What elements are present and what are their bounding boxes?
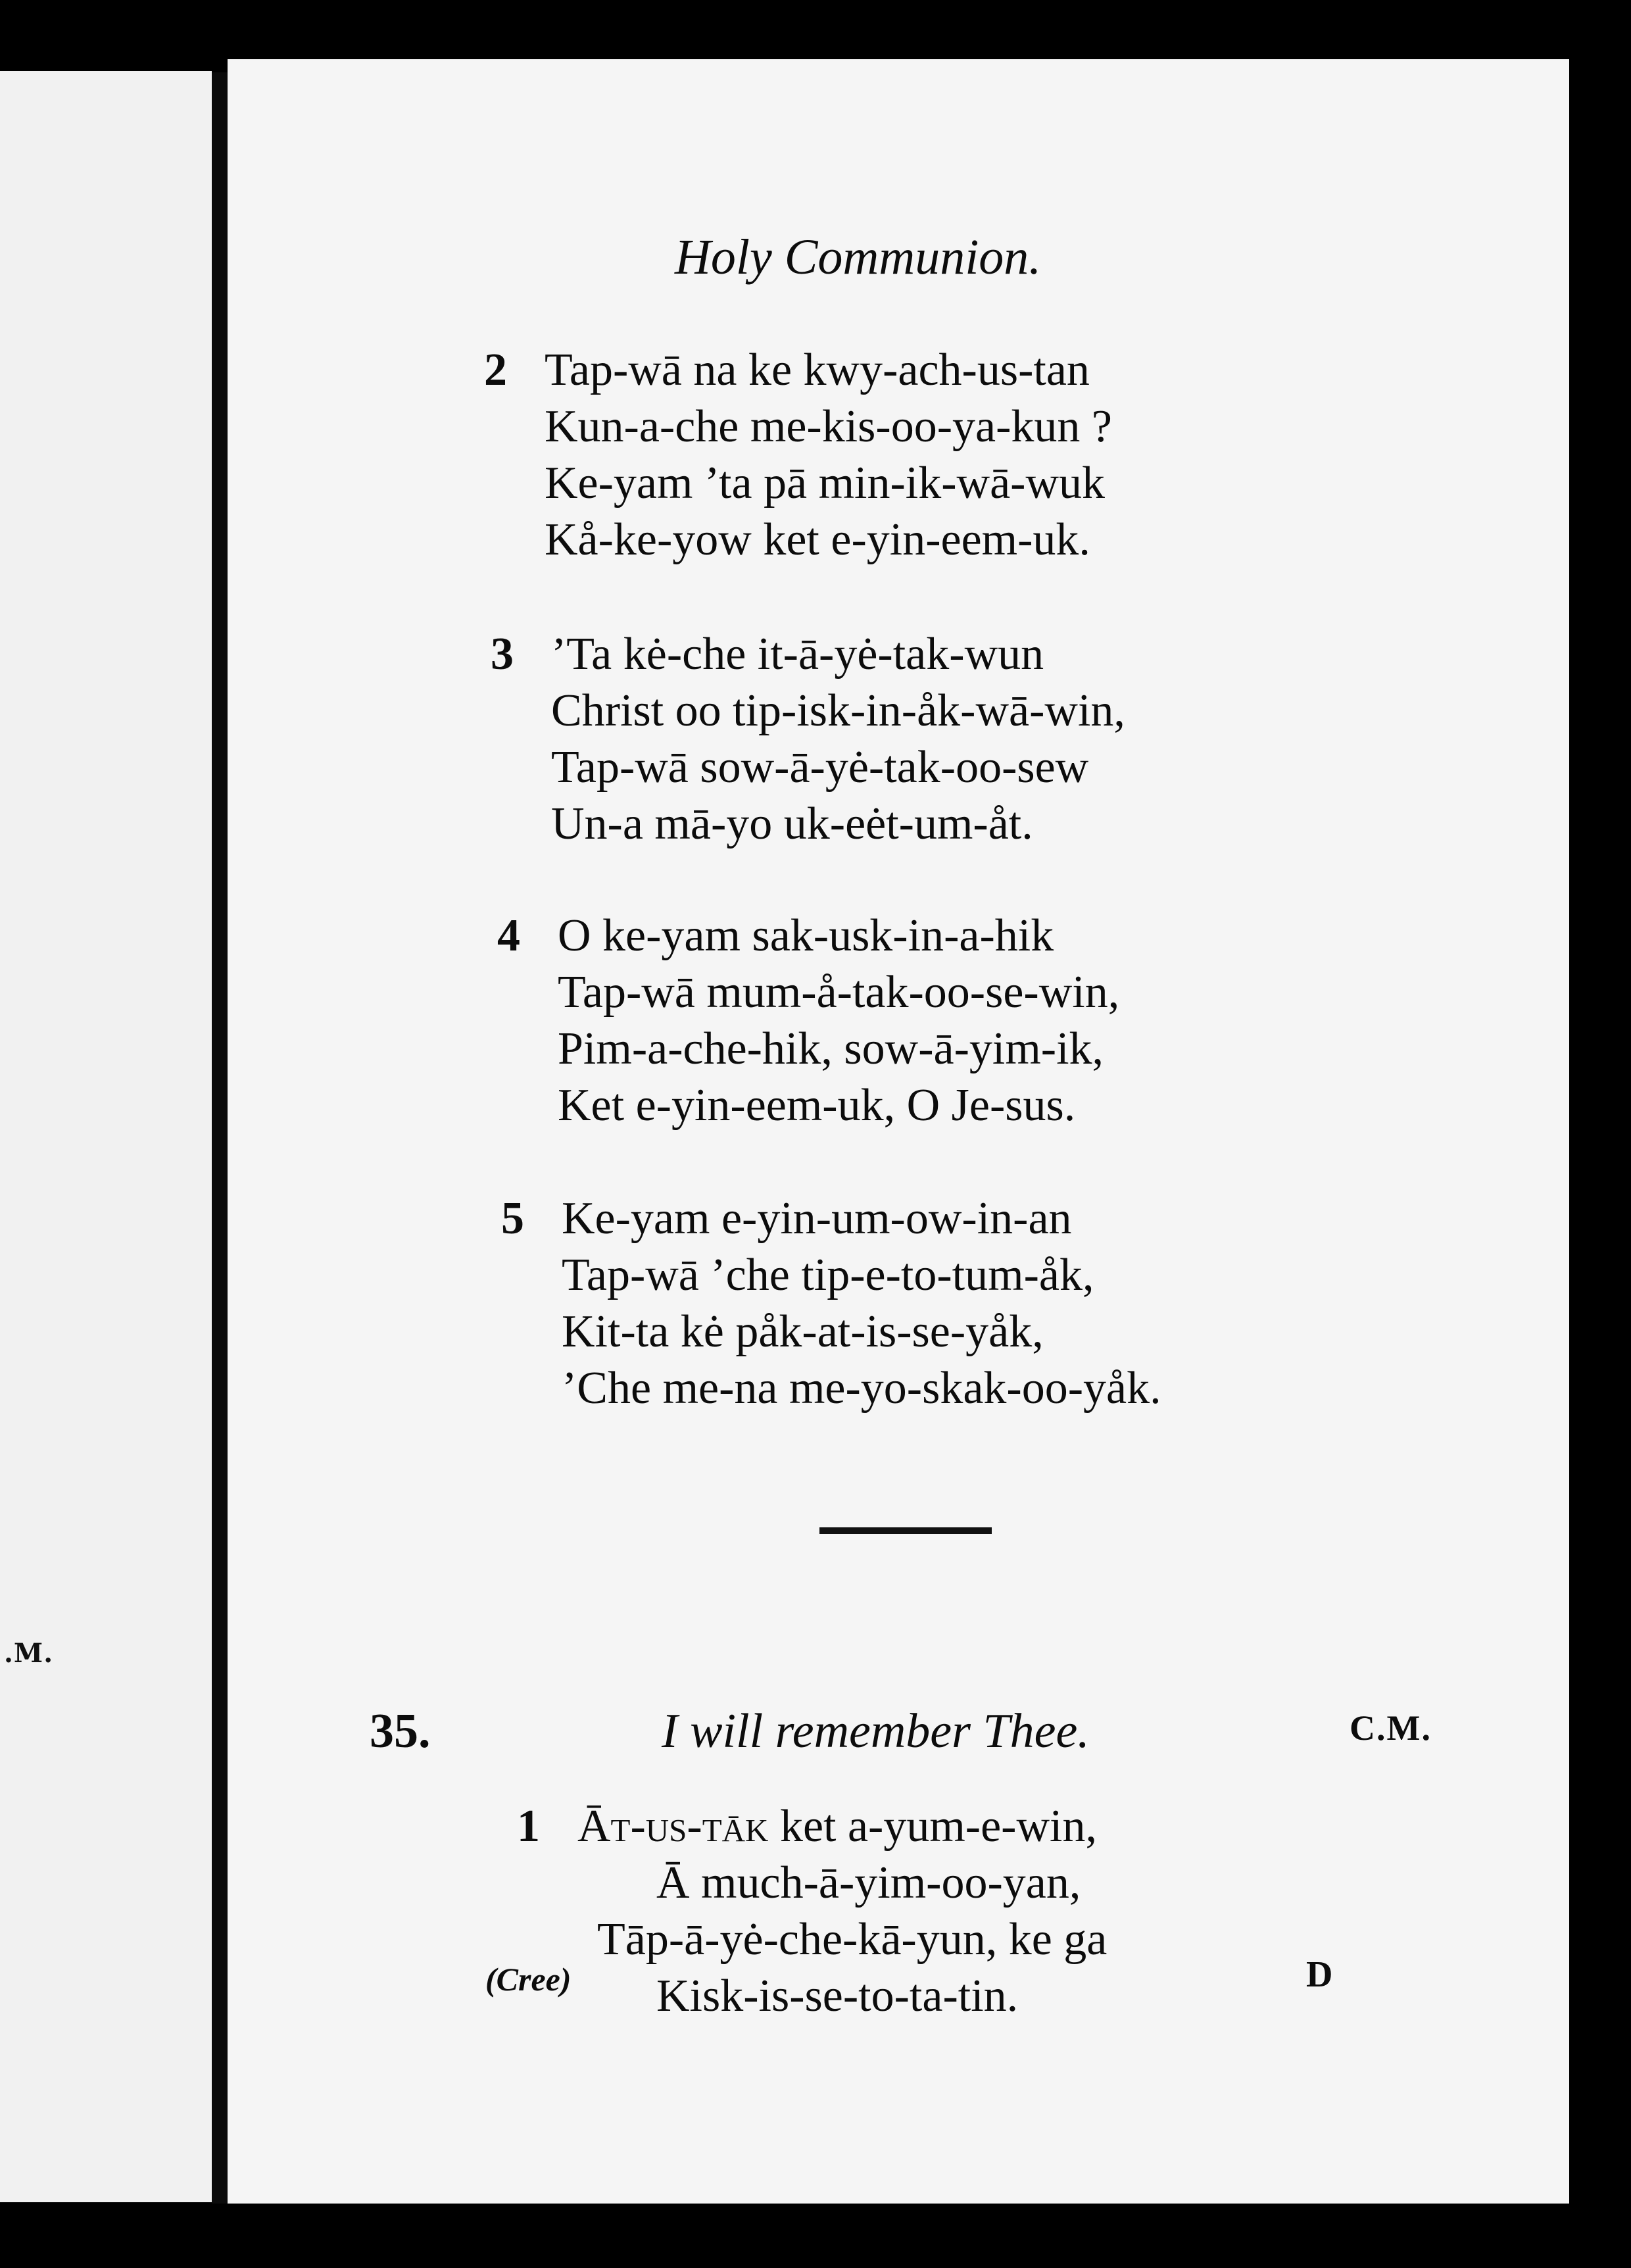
stanza-line: Tap-wā na ke kwy-ach-us-tan bbox=[545, 345, 1090, 395]
stanza-line: Christ oo tip-isk-in-åk-wā-win, bbox=[551, 685, 1125, 736]
stanza-first-line-rest: ket a-yum-e-win, bbox=[768, 1801, 1097, 1852]
stanza-line: Tap-wā ’che tip-e-to-tum-åk, bbox=[562, 1250, 1094, 1300]
section-divider bbox=[819, 1527, 992, 1534]
hymn-meter: C.M. bbox=[1350, 1708, 1432, 1748]
stanza-number: 3 bbox=[491, 629, 514, 679]
stanza-line: Ket e-yin-eem-uk, O Je-sus. bbox=[558, 1080, 1076, 1131]
stanza-first-word: Āt-us-tāk bbox=[577, 1801, 769, 1852]
stanza-2 bbox=[484, 342, 1112, 568]
hymnal-page bbox=[228, 59, 1569, 2204]
stanza-4 bbox=[497, 908, 1120, 1134]
stanza-5 bbox=[501, 1191, 1161, 1417]
stanza-line: ’Ta kė-che it-ā-yė-tak-wun bbox=[551, 629, 1044, 679]
stanza-line: Tap-wā mum-å-tak-oo-se-win, bbox=[558, 967, 1120, 1018]
hymn-title: I will remember Thee. bbox=[662, 1704, 1090, 1758]
stanza-first-line bbox=[577, 1798, 1107, 1855]
stanza-number: 2 bbox=[484, 345, 507, 395]
running-head: Holy Communion. bbox=[675, 230, 1042, 285]
stanza-line: Kun-a-che me-kis-oo-ya-kun ? bbox=[545, 401, 1112, 452]
stanza-3 bbox=[491, 626, 1125, 852]
stanza-line: Ke-yam ’ta pā min-ik-wā-wuk bbox=[545, 458, 1106, 508]
stanza-line: Ā much-ā-yim-oo-yan, bbox=[656, 1858, 1081, 1908]
stanza-line: Ke-yam e-yin-um-ow-in-an bbox=[562, 1193, 1072, 1244]
stanza-line: Tāp-ā-yė-che-kā-yun, ke ga bbox=[597, 1914, 1108, 1965]
facing-page bbox=[0, 71, 212, 2202]
stanza-line: Kit-ta kė påk-at-is-se-yåk, bbox=[562, 1306, 1044, 1357]
stanza-line: Un-a mā-yo uk-eėt-um-åt. bbox=[551, 799, 1033, 849]
stanza-number: 1 bbox=[517, 1801, 540, 1852]
stanza-line: Pim-a-che-hik, sow-ā-yim-ik, bbox=[558, 1023, 1104, 1074]
stanza-line: Kisk-is-se-to-ta-tin. bbox=[656, 1971, 1019, 2021]
stanza-number: 4 bbox=[497, 910, 520, 961]
stanza-line: Kå-ke-yow ket e-yin-eem-uk. bbox=[545, 514, 1090, 565]
book-gutter bbox=[212, 72, 228, 2204]
hymn-number: 35. bbox=[370, 1704, 431, 1758]
stanza-line: Tap-wā sow-ā-yė-tak-oo-sew bbox=[551, 742, 1089, 793]
stanza-number: 5 bbox=[501, 1193, 524, 1244]
signature-language-mark: (Cree) bbox=[485, 1961, 572, 1998]
signature-letter: D bbox=[1306, 1954, 1333, 1995]
hymn-header bbox=[228, 1704, 1569, 1763]
stanza-line: O ke-yam sak-usk-in-a-hik bbox=[558, 910, 1054, 961]
stanza-line: ’Che me-na me-yo-skak-oo-yåk. bbox=[562, 1363, 1161, 1414]
facing-page-edge-text: .M. bbox=[4, 1638, 54, 1669]
